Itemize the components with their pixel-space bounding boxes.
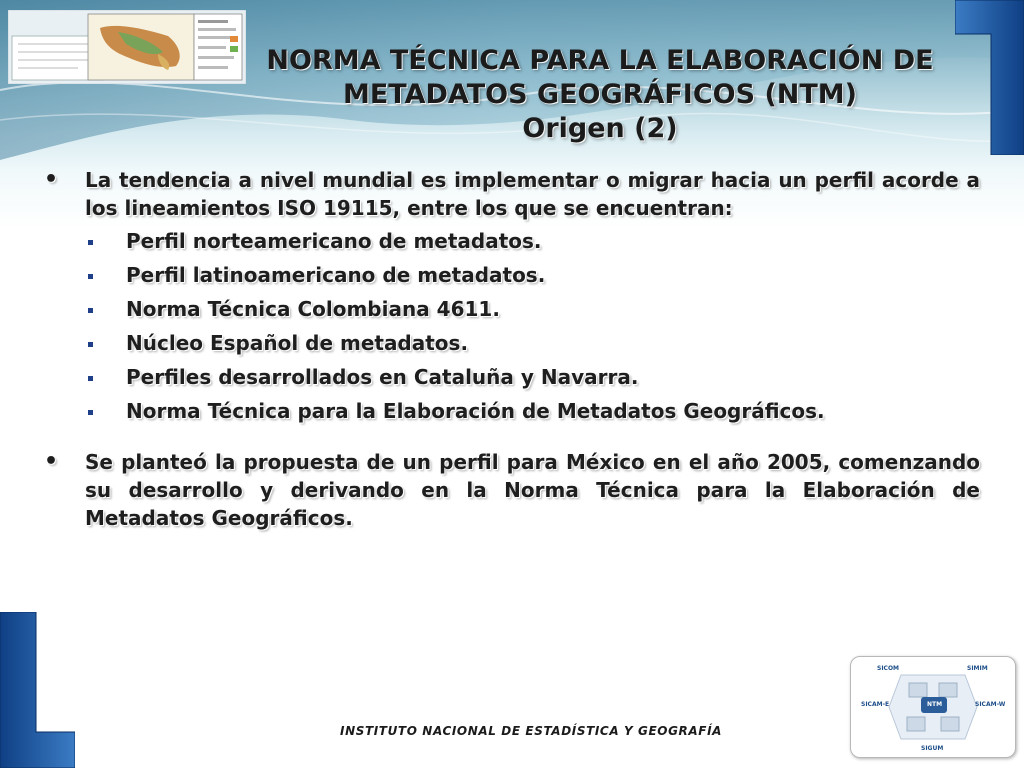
ntm-network-diagram <box>850 656 1016 758</box>
square-bullet-icon <box>88 410 93 415</box>
title-line-1: NORMA TÉCNICA PARA LA ELABORACIÓN DE <box>266 45 934 76</box>
diagram-label: SIMIM <box>967 665 988 672</box>
bullet-dot: • <box>44 449 59 474</box>
sub-list-item <box>44 224 980 258</box>
sub-list-item <box>44 326 980 360</box>
sub-list-item <box>44 292 980 326</box>
diagram-label: SIGUM <box>921 745 944 752</box>
sub-item-text: Perfiles desarrollados en Cataluña y Navarra. <box>126 365 639 389</box>
top-right-bracket-decoration <box>955 0 1024 155</box>
sub-item-text: Norma Técnica Colombiana 4611. <box>126 297 500 321</box>
bullet-text: La tendencia a nivel mundial es implementar o migrar hacia un perfil acorde a los lineamientos ISO 19115, entre los que se encuentran: <box>85 168 980 220</box>
spacer <box>44 428 980 448</box>
diagram-label: SICAM-W <box>975 701 1006 708</box>
bullet-item <box>44 166 980 222</box>
document-map-thumbnails <box>8 10 246 84</box>
diagram-label: SICOM <box>877 665 900 672</box>
bullet-text: Se planteó la propuesta de un perfil para México en el año 2005, comenzando su desarrollo y derivando en la Norma Técnica para la Elaboración de Metadatos Geográficos. <box>85 450 980 530</box>
sub-item-text: Perfil latinoamericano de metadatos. <box>126 263 546 287</box>
slide-body <box>44 166 980 532</box>
sub-item-text: Norma Técnica para la Elaboración de Metadatos Geográficos. <box>126 399 825 423</box>
sub-list-item <box>44 258 980 292</box>
sub-list-item <box>44 394 980 428</box>
sub-item-text: Núcleo Español de metadatos. <box>126 331 469 355</box>
title-line-2: METADATOS GEOGRÁFICOS (NTM) <box>342 79 858 110</box>
diagram-center-label: NTM <box>927 701 943 708</box>
title-subtitle: Origen (2) <box>522 113 678 144</box>
diagram-label: SICAM-E <box>861 701 890 708</box>
slide-title <box>250 44 950 146</box>
bullet-item <box>44 448 980 532</box>
square-bullet-icon <box>88 342 93 347</box>
square-bullet-icon <box>88 376 93 381</box>
square-bullet-icon <box>88 240 93 245</box>
square-bullet-icon <box>88 274 93 279</box>
sub-item-text: Perfil norteamericano de metadatos. <box>126 229 542 253</box>
square-bullet-icon <box>88 308 93 313</box>
footer-institution-name: INSTITUTO NACIONAL DE ESTADÍSTICA Y GEOGRAFÍA <box>340 724 723 738</box>
sub-list-item <box>44 360 980 394</box>
bullet-dot: • <box>44 167 59 192</box>
bottom-left-bracket-decoration <box>0 612 75 768</box>
